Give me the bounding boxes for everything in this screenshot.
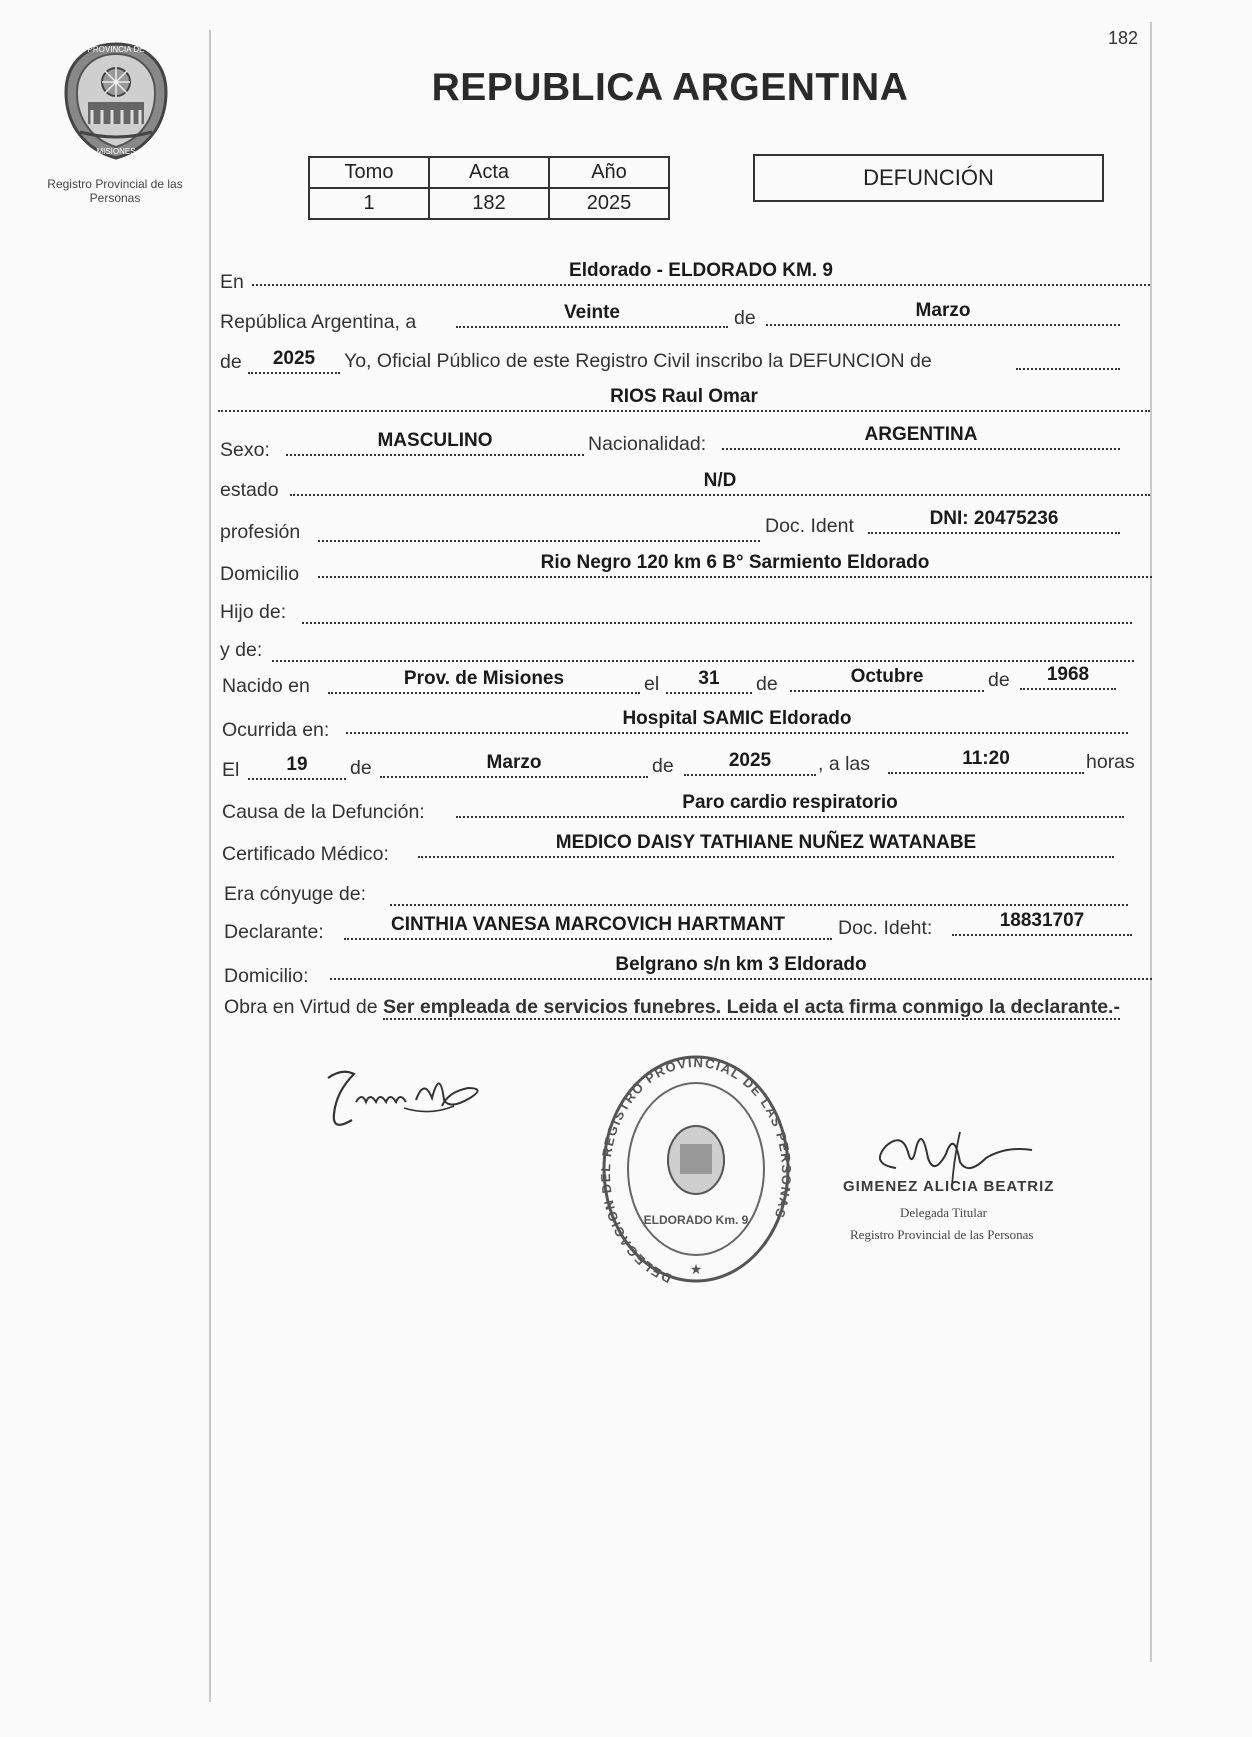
field-sexo: MASCULINO <box>286 430 584 456</box>
field-ocurrida-en: Hospital SAMIC Eldorado <box>346 708 1128 734</box>
field-declarante-doc: 18831707 <box>952 910 1132 936</box>
label-de-3: de <box>350 757 372 779</box>
label-el-fecha: El <box>222 759 240 781</box>
field-dia-letras: Veinte <box>456 302 728 328</box>
province-coat-of-arms-seal <box>58 40 174 162</box>
field-estado: N/D <box>290 470 1150 496</box>
label-de: de <box>734 307 756 329</box>
label-certificado: Certificado Médico: <box>222 843 389 865</box>
registry-official-stamp <box>598 1052 794 1286</box>
field-profesion <box>318 516 760 542</box>
field-conyuge <box>390 880 1128 906</box>
label-de-4: de <box>652 755 674 777</box>
label-republica: República Argentina, a <box>220 311 417 333</box>
label-causa: Causa de la Defunción: <box>222 801 425 823</box>
svg-text:★: ★ <box>689 1262 703 1278</box>
label-nacido-en: Nacido en <box>222 675 310 697</box>
label-sexo: Sexo: <box>220 439 270 461</box>
label-declarante: Declarante: <box>224 921 324 943</box>
label-doc-ident-declarante: Doc. Ideht: <box>838 917 933 939</box>
registrar-office: Registro Provincial de las Personas <box>850 1227 1034 1242</box>
registry-side-label: Registro Provincial de las Personas <box>47 177 183 205</box>
label-hijo-de: Hijo de: <box>220 601 287 623</box>
field-nac-mes: Octubre <box>790 666 984 692</box>
register-value-acta: 182 <box>429 188 549 219</box>
field-hijo-de <box>302 598 1132 624</box>
label-horas: horas <box>1086 751 1135 773</box>
label-en: En <box>220 271 244 293</box>
field-documento: DNI: 20475236 <box>868 508 1120 534</box>
svg-text:MISIONES: MISIONES <box>96 147 136 156</box>
field-inscribo-blank <box>1016 344 1120 370</box>
field-declarante: CINTHIA VANESA MARCOVICH HARTMANT <box>344 914 832 940</box>
field-def-hora: 11:20 <box>888 748 1084 774</box>
field-nac-dia: 31 <box>666 668 752 694</box>
field-causa: Paro cardio respiratorio <box>456 792 1124 818</box>
svg-text:PROVINCIA DE: PROVINCIA DE <box>87 45 145 54</box>
label-y-de: y de: <box>220 639 263 661</box>
document-title: REPUBLICA ARGENTINA <box>431 66 909 109</box>
svg-text:ELDORADO Km. 9: ELDORADO Km. 9 <box>643 1213 749 1227</box>
register-header-acta: Acta <box>429 157 549 188</box>
field-nacionalidad: ARGENTINA <box>722 424 1120 450</box>
left-margin-line <box>209 30 211 1702</box>
register-header-tomo: Tomo <box>309 157 429 188</box>
label-domicilio-declarante: Domicilio: <box>224 965 309 987</box>
field-mes: Marzo <box>766 300 1120 326</box>
label-ocurrida-en: Ocurrida en: <box>222 719 330 741</box>
register-value-tomo: 1 <box>309 188 429 219</box>
field-certificado: MEDICO DAISY TATHIANE NUÑEZ WATANABE <box>418 832 1114 858</box>
label-inscribo: Yo, Oficial Público de este Registro Civil inscribo la DEFUNCION de <box>344 350 932 372</box>
field-obra-en-virtud: Ser empleada de servicios funebres. Leida el acta firma conmigo la declarante.- <box>383 996 1120 1018</box>
label-de-year: de <box>220 351 242 373</box>
obra-en-virtud-paragraph <box>224 992 1154 1022</box>
registrar-name: GIMENEZ ALICIA BEATRIZ <box>843 1178 1055 1195</box>
register-reference-table <box>308 156 670 220</box>
label-a-las: , a las <box>818 753 871 775</box>
label-de-2: de <box>988 669 1010 691</box>
label-nacionalidad: Nacionalidad: <box>588 433 707 455</box>
field-def-dia: 19 <box>248 754 346 780</box>
registrar-role: Delegada Titular <box>900 1205 988 1220</box>
label-doc-ident: Doc. Ident <box>765 515 854 537</box>
label-de-1: de <box>756 673 778 695</box>
svg-text:DELEGACION DEL REGISTRO PROVIN: DELEGACION DEL REGISTRO PROVINCIAL DE LAS PERSONAS <box>598 1054 794 1286</box>
label-profesion: profesión <box>220 521 301 543</box>
field-domicilio: Rio Negro 120 km 6 B° Sarmiento Eldorado <box>318 552 1152 578</box>
field-def-anio: 2025 <box>684 750 816 776</box>
field-y-de <box>272 636 1134 662</box>
field-nac-anio: 1968 <box>1020 664 1116 690</box>
field-declarante-domicilio: Belgrano s/n km 3 Eldorado <box>330 954 1152 980</box>
label-domicilio: Domicilio <box>220 563 300 585</box>
label-conyuge: Era cónyuge de: <box>224 883 367 905</box>
register-header-anio: Año <box>549 157 669 188</box>
label-estado: estado <box>220 479 279 501</box>
register-value-anio: 2025 <box>549 188 669 219</box>
label-el: el <box>644 673 660 695</box>
page-number: 182 <box>1108 28 1139 48</box>
declarant-signature <box>320 1058 490 1136</box>
act-type-box: DEFUNCIÓN <box>753 154 1104 202</box>
field-lugar: Eldorado - ELDORADO KM. 9 <box>252 260 1150 286</box>
field-anio: 2025 <box>248 348 340 374</box>
field-def-mes: Marzo <box>380 752 648 778</box>
field-nacido-en: Prov. de Misiones <box>328 668 640 694</box>
field-nombre-fallecido: RIOS Raul Omar <box>218 386 1150 412</box>
label-obra-en-virtud: Obra en Virtud de <box>224 996 378 1018</box>
right-margin-line <box>1150 22 1152 1662</box>
